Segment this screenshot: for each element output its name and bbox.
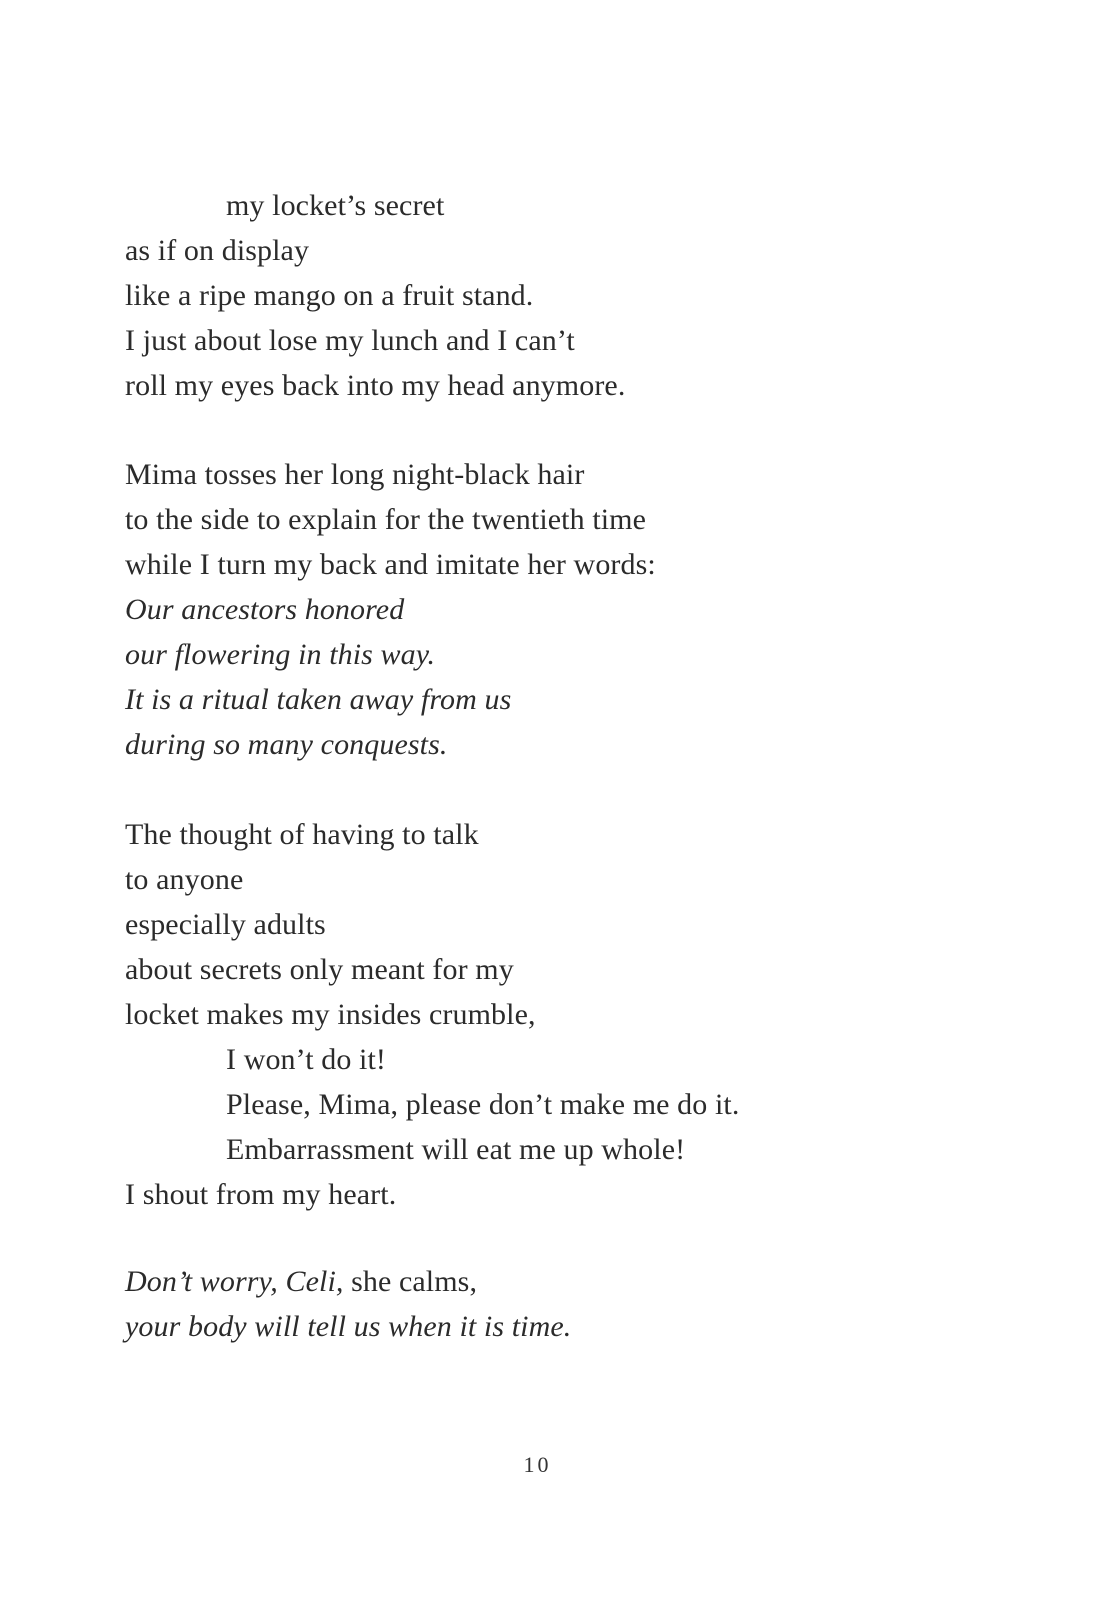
- poem-line: while I turn my back and imitate her words:: [125, 548, 656, 581]
- poem-line: as if on display: [125, 234, 310, 267]
- poem-line: like a ripe mango on a fruit stand.: [125, 279, 534, 312]
- poem-line: my locket’s secret: [226, 189, 445, 222]
- poem-line-italic: It is a ritual taken away from us: [125, 683, 512, 716]
- poem-line-italic: Our ancestors honored: [125, 593, 405, 626]
- page-number: 10: [523, 1452, 552, 1477]
- poem-line: Embarrassment will eat me up whole!: [226, 1133, 686, 1166]
- poem-line-italic: our flowering in this way.: [125, 638, 436, 671]
- poem-line: to the side to explain for the twentieth time: [125, 503, 647, 536]
- poem-line: especially adults: [125, 908, 326, 941]
- poem-line: to anyone: [125, 863, 244, 896]
- poem-line: I won’t do it!: [226, 1043, 386, 1076]
- poem-line-italic: your body will tell us when it is time.: [125, 1310, 572, 1343]
- poem-line: Mima tosses her long night-black hair: [125, 458, 585, 491]
- poem-line: I shout from my heart.: [125, 1178, 397, 1211]
- poem-line: The thought of having to talk: [125, 818, 479, 851]
- stanza-1: [125, 183, 1025, 408]
- stanza-4: [125, 1259, 1025, 1349]
- stanza-2: [125, 452, 1025, 767]
- stanza-3: [125, 812, 1025, 1217]
- poem-line-italic: during so many conquests.: [125, 728, 448, 761]
- italic-speech: Don’t worry, Celi,: [125, 1265, 344, 1298]
- poem-line: roll my eyes back into my head anymore.: [125, 369, 626, 402]
- poem-line: [125, 1259, 1025, 1304]
- poem-line: locket makes my insides crumble,: [125, 998, 536, 1031]
- poem-line: I just about lose my lunch and I can’t: [125, 324, 575, 357]
- poem-line: about secrets only meant for my: [125, 953, 514, 986]
- roman-speech-tag: she calms,: [343, 1265, 478, 1298]
- poem-line: Please, Mima, please don’t make me do it.: [226, 1088, 740, 1121]
